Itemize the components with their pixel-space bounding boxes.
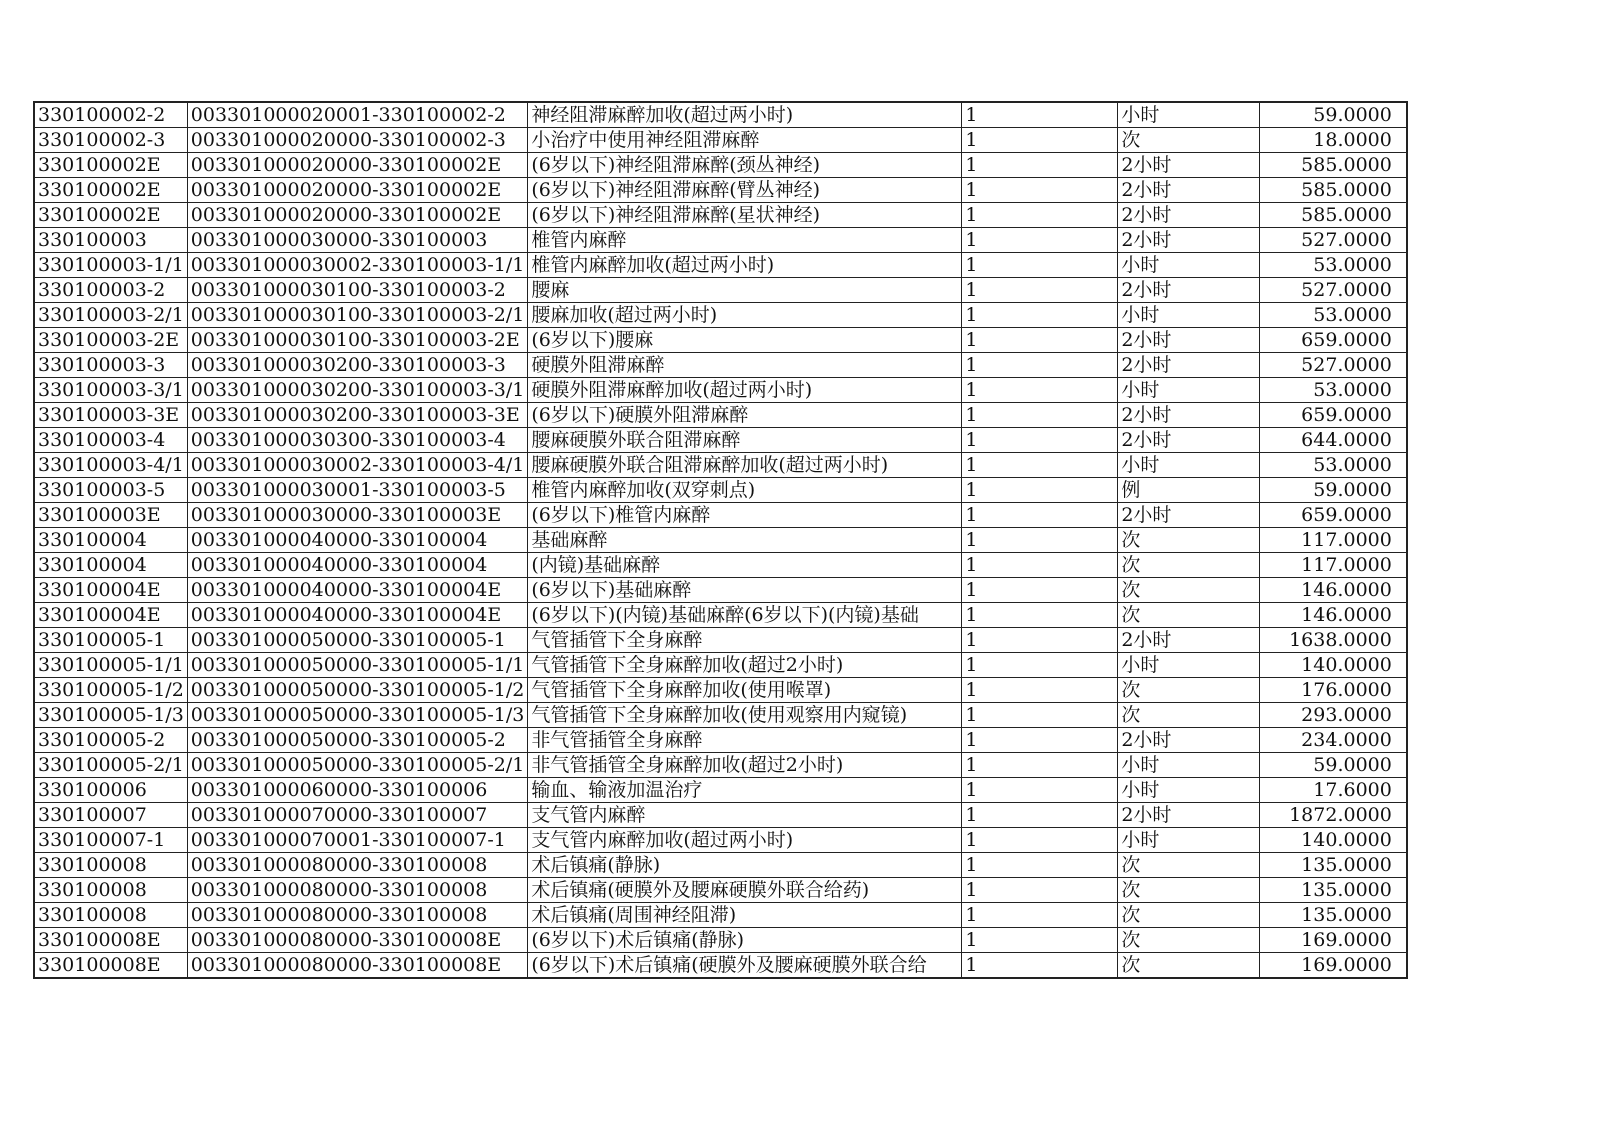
item-code-cell: 330100003-4/1 <box>34 453 187 478</box>
item-name-cell: (6岁以下)椎管内麻醉 <box>528 503 962 528</box>
price-cell: 1872.0000 <box>1260 803 1407 828</box>
item-name-cell: 术后镇痛(周围神经阻滞) <box>528 903 962 928</box>
table-row <box>34 928 1407 953</box>
table-row <box>34 953 1407 979</box>
quantity-cell: 1 <box>962 903 1118 928</box>
unit-cell: 次 <box>1118 128 1260 153</box>
unit-cell: 2小时 <box>1118 228 1260 253</box>
price-cell: 135.0000 <box>1260 878 1407 903</box>
full-code-cell: 003301000050000-330100005-2/1 <box>187 753 528 778</box>
unit-cell: 2小时 <box>1118 203 1260 228</box>
quantity-cell: 1 <box>962 153 1118 178</box>
full-code-cell: 003301000080000-330100008E <box>187 928 528 953</box>
quantity-cell: 1 <box>962 278 1118 303</box>
price-cell: 59.0000 <box>1260 102 1407 128</box>
unit-cell: 2小时 <box>1118 503 1260 528</box>
item-name-cell: 支气管内麻醉 <box>528 803 962 828</box>
price-cell: 585.0000 <box>1260 178 1407 203</box>
table-row <box>34 178 1407 203</box>
full-code-cell: 003301000080000-330100008 <box>187 903 528 928</box>
table-row <box>34 728 1407 753</box>
table-row <box>34 228 1407 253</box>
price-cell: 59.0000 <box>1260 478 1407 503</box>
full-code-cell: 003301000080000-330100008 <box>187 853 528 878</box>
full-code-cell: 003301000050000-330100005-1/2 <box>187 678 528 703</box>
item-code-cell: 330100008 <box>34 878 187 903</box>
item-code-cell: 330100003-5 <box>34 478 187 503</box>
item-code-cell: 330100003E <box>34 503 187 528</box>
full-code-cell: 003301000080000-330100008E <box>187 953 528 979</box>
price-cell: 659.0000 <box>1260 328 1407 353</box>
quantity-cell: 1 <box>962 778 1118 803</box>
full-code-cell: 003301000030002-330100003-4/1 <box>187 453 528 478</box>
quantity-cell: 1 <box>962 328 1118 353</box>
unit-cell: 2小时 <box>1118 403 1260 428</box>
full-code-cell: 003301000030100-330100003-2/1 <box>187 303 528 328</box>
table-row <box>34 478 1407 503</box>
fee-table <box>33 101 1408 979</box>
unit-cell: 次 <box>1118 953 1260 979</box>
unit-cell: 2小时 <box>1118 278 1260 303</box>
item-code-cell: 330100006 <box>34 778 187 803</box>
table-row <box>34 753 1407 778</box>
item-name-cell: 气管插管下全身麻醉加收(使用观察用内窥镜) <box>528 703 962 728</box>
item-name-cell: 术后镇痛(静脉) <box>528 853 962 878</box>
unit-cell: 2小时 <box>1118 178 1260 203</box>
item-code-cell: 330100007 <box>34 803 187 828</box>
item-code-cell: 330100008E <box>34 953 187 979</box>
quantity-cell: 1 <box>962 578 1118 603</box>
quantity-cell: 1 <box>962 253 1118 278</box>
item-code-cell: 330100003-3E <box>34 403 187 428</box>
unit-cell: 小时 <box>1118 653 1260 678</box>
unit-cell: 次 <box>1118 578 1260 603</box>
price-cell: 527.0000 <box>1260 228 1407 253</box>
item-code-cell: 330100005-1/2 <box>34 678 187 703</box>
item-name-cell: 神经阻滞麻醉加收(超过两小时) <box>528 102 962 128</box>
price-cell: 135.0000 <box>1260 853 1407 878</box>
table-row <box>34 653 1407 678</box>
full-code-cell: 003301000030000-330100003 <box>187 228 528 253</box>
quantity-cell: 1 <box>962 853 1118 878</box>
item-code-cell: 330100005-1 <box>34 628 187 653</box>
item-code-cell: 330100005-2/1 <box>34 753 187 778</box>
item-name-cell: 非气管插管全身麻醉加收(超过2小时) <box>528 753 962 778</box>
table-row <box>34 803 1407 828</box>
unit-cell: 小时 <box>1118 828 1260 853</box>
table-row <box>34 428 1407 453</box>
full-code-cell: 003301000040000-330100004 <box>187 528 528 553</box>
quantity-cell: 1 <box>962 403 1118 428</box>
quantity-cell: 1 <box>962 303 1118 328</box>
table-row <box>34 853 1407 878</box>
table-row <box>34 353 1407 378</box>
item-code-cell: 330100003 <box>34 228 187 253</box>
fee-table-body <box>34 102 1407 978</box>
item-name-cell: (6岁以下)(内镜)基础麻醉(6岁以下)(内镜)基础 <box>528 603 962 628</box>
price-cell: 146.0000 <box>1260 578 1407 603</box>
item-code-cell: 330100003-3/1 <box>34 378 187 403</box>
table-row <box>34 778 1407 803</box>
price-cell: 135.0000 <box>1260 903 1407 928</box>
table-row <box>34 828 1407 853</box>
quantity-cell: 1 <box>962 603 1118 628</box>
full-code-cell: 003301000040000-330100004E <box>187 603 528 628</box>
unit-cell: 2小时 <box>1118 803 1260 828</box>
full-code-cell: 003301000030200-330100003-3 <box>187 353 528 378</box>
item-code-cell: 330100002-2 <box>34 102 187 128</box>
item-code-cell: 330100002E <box>34 203 187 228</box>
item-name-cell: (6岁以下)神经阻滞麻醉(臂丛神经) <box>528 178 962 203</box>
quantity-cell: 1 <box>962 203 1118 228</box>
unit-cell: 2小时 <box>1118 728 1260 753</box>
item-name-cell: 硬膜外阻滞麻醉加收(超过两小时) <box>528 378 962 403</box>
full-code-cell: 003301000020000-330100002E <box>187 153 528 178</box>
unit-cell: 次 <box>1118 678 1260 703</box>
table-row <box>34 403 1407 428</box>
item-name-cell: 术后镇痛(硬膜外及腰麻硬膜外联合给药) <box>528 878 962 903</box>
unit-cell: 次 <box>1118 553 1260 578</box>
full-code-cell: 003301000050000-330100005-1/1 <box>187 653 528 678</box>
item-code-cell: 330100008 <box>34 903 187 928</box>
full-code-cell: 003301000020000-330100002-3 <box>187 128 528 153</box>
table-row <box>34 528 1407 553</box>
full-code-cell: 003301000020000-330100002E <box>187 203 528 228</box>
item-code-cell: 330100002-3 <box>34 128 187 153</box>
full-code-cell: 003301000050000-330100005-1 <box>187 628 528 653</box>
table-row <box>34 303 1407 328</box>
full-code-cell: 003301000030300-330100003-4 <box>187 428 528 453</box>
table-row <box>34 453 1407 478</box>
unit-cell: 次 <box>1118 603 1260 628</box>
full-code-cell: 003301000030100-330100003-2E <box>187 328 528 353</box>
price-cell: 18.0000 <box>1260 128 1407 153</box>
item-code-cell: 330100004 <box>34 553 187 578</box>
full-code-cell: 003301000020001-330100002-2 <box>187 102 528 128</box>
price-cell: 140.0000 <box>1260 653 1407 678</box>
full-code-cell: 003301000040000-330100004E <box>187 578 528 603</box>
unit-cell: 小时 <box>1118 253 1260 278</box>
table-row <box>34 703 1407 728</box>
full-code-cell: 003301000070001-330100007-1 <box>187 828 528 853</box>
price-cell: 17.6000 <box>1260 778 1407 803</box>
full-code-cell: 003301000030100-330100003-2 <box>187 278 528 303</box>
table-row <box>34 578 1407 603</box>
full-code-cell: 003301000070000-330100007 <box>187 803 528 828</box>
full-code-cell: 003301000080000-330100008 <box>187 878 528 903</box>
quantity-cell: 1 <box>962 428 1118 453</box>
price-cell: 293.0000 <box>1260 703 1407 728</box>
price-cell: 659.0000 <box>1260 403 1407 428</box>
full-code-cell: 003301000030000-330100003E <box>187 503 528 528</box>
item-name-cell: 硬膜外阻滞麻醉 <box>528 353 962 378</box>
item-name-cell: 腰麻加收(超过两小时) <box>528 303 962 328</box>
item-name-cell: (6岁以下)术后镇痛(硬膜外及腰麻硬膜外联合给 <box>528 953 962 979</box>
price-cell: 659.0000 <box>1260 503 1407 528</box>
unit-cell: 次 <box>1118 903 1260 928</box>
item-code-cell: 330100008 <box>34 853 187 878</box>
table-row <box>34 102 1407 128</box>
price-cell: 169.0000 <box>1260 928 1407 953</box>
unit-cell: 小时 <box>1118 303 1260 328</box>
unit-cell: 小时 <box>1118 378 1260 403</box>
quantity-cell: 1 <box>962 628 1118 653</box>
quantity-cell: 1 <box>962 728 1118 753</box>
item-code-cell: 330100005-2 <box>34 728 187 753</box>
item-code-cell: 330100008E <box>34 928 187 953</box>
quantity-cell: 1 <box>962 928 1118 953</box>
table-row <box>34 878 1407 903</box>
unit-cell: 例 <box>1118 478 1260 503</box>
price-cell: 585.0000 <box>1260 203 1407 228</box>
unit-cell: 次 <box>1118 853 1260 878</box>
item-name-cell: (6岁以下)硬膜外阻滞麻醉 <box>528 403 962 428</box>
quantity-cell: 1 <box>962 478 1118 503</box>
quantity-cell: 1 <box>962 803 1118 828</box>
price-cell: 53.0000 <box>1260 378 1407 403</box>
quantity-cell: 1 <box>962 678 1118 703</box>
unit-cell: 次 <box>1118 528 1260 553</box>
unit-cell: 2小时 <box>1118 428 1260 453</box>
quantity-cell: 1 <box>962 753 1118 778</box>
item-name-cell: (6岁以下)神经阻滞麻醉(颈丛神经) <box>528 153 962 178</box>
full-code-cell: 003301000030002-330100003-1/1 <box>187 253 528 278</box>
table-row <box>34 128 1407 153</box>
full-code-cell: 003301000040000-330100004 <box>187 553 528 578</box>
item-code-cell: 330100002E <box>34 153 187 178</box>
item-name-cell: 椎管内麻醉加收(超过两小时) <box>528 253 962 278</box>
item-name-cell: (6岁以下)神经阻滞麻醉(星状神经) <box>528 203 962 228</box>
price-cell: 234.0000 <box>1260 728 1407 753</box>
item-code-cell: 330100004E <box>34 603 187 628</box>
table-row <box>34 553 1407 578</box>
item-name-cell: 基础麻醉 <box>528 528 962 553</box>
item-code-cell: 330100005-1/3 <box>34 703 187 728</box>
item-name-cell: 气管插管下全身麻醉加收(使用喉罩) <box>528 678 962 703</box>
table-row <box>34 153 1407 178</box>
quantity-cell: 1 <box>962 553 1118 578</box>
item-code-cell: 330100002E <box>34 178 187 203</box>
full-code-cell: 003301000050000-330100005-1/3 <box>187 703 528 728</box>
table-row <box>34 503 1407 528</box>
quantity-cell: 1 <box>962 653 1118 678</box>
price-cell: 527.0000 <box>1260 353 1407 378</box>
full-code-cell: 003301000020000-330100002E <box>187 178 528 203</box>
quantity-cell: 1 <box>962 503 1118 528</box>
item-code-cell: 330100004E <box>34 578 187 603</box>
item-name-cell: 腰麻 <box>528 278 962 303</box>
unit-cell: 2小时 <box>1118 353 1260 378</box>
quantity-cell: 1 <box>962 102 1118 128</box>
quantity-cell: 1 <box>962 703 1118 728</box>
item-name-cell: (6岁以下)基础麻醉 <box>528 578 962 603</box>
item-name-cell: 非气管插管全身麻醉 <box>528 728 962 753</box>
item-name-cell: 腰麻硬膜外联合阻滞麻醉加收(超过两小时) <box>528 453 962 478</box>
item-code-cell: 330100005-1/1 <box>34 653 187 678</box>
quantity-cell: 1 <box>962 353 1118 378</box>
quantity-cell: 1 <box>962 953 1118 979</box>
price-cell: 176.0000 <box>1260 678 1407 703</box>
unit-cell: 次 <box>1118 928 1260 953</box>
item-code-cell: 330100003-2/1 <box>34 303 187 328</box>
full-code-cell: 003301000060000-330100006 <box>187 778 528 803</box>
price-cell: 527.0000 <box>1260 278 1407 303</box>
item-code-cell: 330100003-2E <box>34 328 187 353</box>
quantity-cell: 1 <box>962 378 1118 403</box>
unit-cell: 2小时 <box>1118 153 1260 178</box>
item-code-cell: 330100003-4 <box>34 428 187 453</box>
item-name-cell: (6岁以下)术后镇痛(静脉) <box>528 928 962 953</box>
full-code-cell: 003301000050000-330100005-2 <box>187 728 528 753</box>
item-code-cell: 330100003-2 <box>34 278 187 303</box>
item-name-cell: (6岁以下)腰麻 <box>528 328 962 353</box>
table-row <box>34 203 1407 228</box>
full-code-cell: 003301000030200-330100003-3/1 <box>187 378 528 403</box>
price-cell: 117.0000 <box>1260 553 1407 578</box>
item-name-cell: 气管插管下全身麻醉 <box>528 628 962 653</box>
unit-cell: 2小时 <box>1118 328 1260 353</box>
item-code-cell: 330100003-3 <box>34 353 187 378</box>
unit-cell: 次 <box>1118 703 1260 728</box>
table-row <box>34 678 1407 703</box>
unit-cell: 小时 <box>1118 453 1260 478</box>
quantity-cell: 1 <box>962 828 1118 853</box>
item-name-cell: 支气管内麻醉加收(超过两小时) <box>528 828 962 853</box>
price-cell: 117.0000 <box>1260 528 1407 553</box>
item-name-cell: 椎管内麻醉加收(双穿刺点) <box>528 478 962 503</box>
price-cell: 146.0000 <box>1260 603 1407 628</box>
full-code-cell: 003301000030200-330100003-3E <box>187 403 528 428</box>
unit-cell: 小时 <box>1118 753 1260 778</box>
item-name-cell: 气管插管下全身麻醉加收(超过2小时) <box>528 653 962 678</box>
item-code-cell: 330100004 <box>34 528 187 553</box>
price-cell: 53.0000 <box>1260 253 1407 278</box>
quantity-cell: 1 <box>962 528 1118 553</box>
item-code-cell: 330100003-1/1 <box>34 253 187 278</box>
price-cell: 59.0000 <box>1260 753 1407 778</box>
quantity-cell: 1 <box>962 228 1118 253</box>
item-name-cell: 椎管内麻醉 <box>528 228 962 253</box>
price-cell: 169.0000 <box>1260 953 1407 979</box>
item-name-cell: (内镜)基础麻醉 <box>528 553 962 578</box>
price-cell: 1638.0000 <box>1260 628 1407 653</box>
quantity-cell: 1 <box>962 453 1118 478</box>
unit-cell: 2小时 <box>1118 628 1260 653</box>
table-row <box>34 903 1407 928</box>
item-code-cell: 330100007-1 <box>34 828 187 853</box>
item-name-cell: 小治疗中使用神经阻滞麻醉 <box>528 128 962 153</box>
table-row <box>34 603 1407 628</box>
table-row <box>34 378 1407 403</box>
full-code-cell: 003301000030001-330100003-5 <box>187 478 528 503</box>
item-name-cell: 输血、输液加温治疗 <box>528 778 962 803</box>
unit-cell: 小时 <box>1118 778 1260 803</box>
quantity-cell: 1 <box>962 178 1118 203</box>
price-cell: 585.0000 <box>1260 153 1407 178</box>
table-row <box>34 278 1407 303</box>
table-row <box>34 628 1407 653</box>
price-cell: 644.0000 <box>1260 428 1407 453</box>
table-row <box>34 253 1407 278</box>
item-name-cell: 腰麻硬膜外联合阻滞麻醉 <box>528 428 962 453</box>
price-cell: 140.0000 <box>1260 828 1407 853</box>
unit-cell: 次 <box>1118 878 1260 903</box>
price-cell: 53.0000 <box>1260 453 1407 478</box>
quantity-cell: 1 <box>962 878 1118 903</box>
table-row <box>34 328 1407 353</box>
quantity-cell: 1 <box>962 128 1118 153</box>
price-cell: 53.0000 <box>1260 303 1407 328</box>
unit-cell: 小时 <box>1118 102 1260 128</box>
